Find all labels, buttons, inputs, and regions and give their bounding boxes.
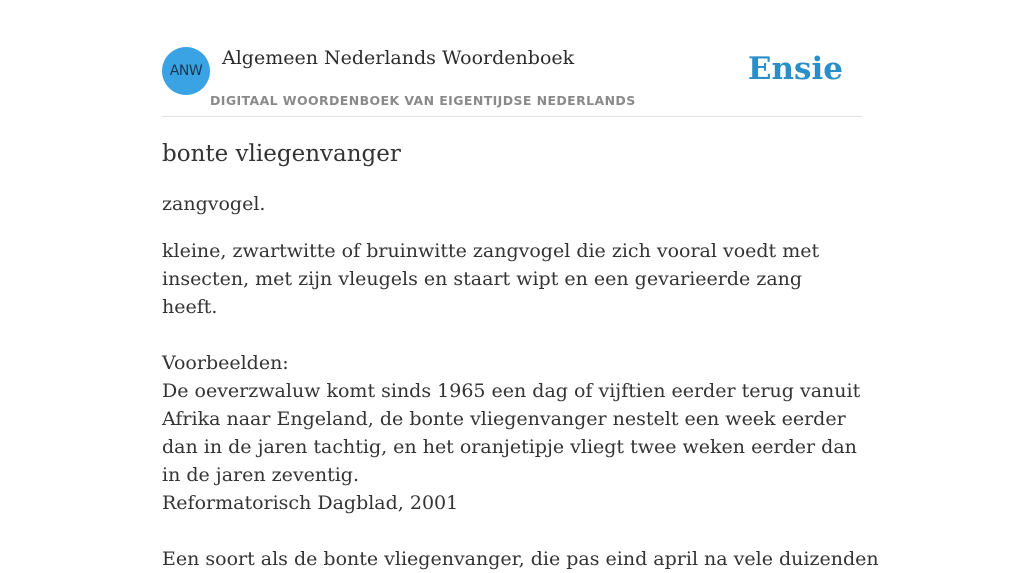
short-definition: zangvogel. bbox=[162, 193, 266, 215]
site-header bbox=[162, 0, 862, 117]
logo-text: ANW bbox=[169, 63, 203, 79]
example-text: De oeverzwaluw komt sinds 1965 een dag of vijftien eerder terug vanuit Afrika naar Engeland, de bonte vliegenvanger nestelt een week eerder dan in de jaren tachtig, en het oranjetipje vliegt twee weken eerder dan in de jaren zeventig. bbox=[162, 380, 861, 486]
examples-label: Voorbeelden: bbox=[162, 352, 289, 374]
definition-text: kleine, zwartwitte of bruinwitte zangvogel die zich vooral voedt met insecten, met zijn vleugels en staart wipt en een gevarieerde zang heeft. bbox=[162, 240, 820, 318]
example-text: Een soort als de bonte vliegenvanger, die pas eind april na vele duizenden bbox=[162, 548, 879, 570]
site-subtitle: DIGITAAL WOORDENBOEK VAN EIGENTIJDSE NEDERLANDS bbox=[210, 93, 636, 108]
anw-logo[interactable] bbox=[162, 47, 210, 95]
ensie-brand-logo[interactable]: Ensie bbox=[747, 51, 843, 87]
entry-headword: bonte vliegenvanger bbox=[162, 141, 401, 167]
entry-content bbox=[162, 138, 879, 573]
site-title[interactable]: Algemeen Nederlands Woordenboek bbox=[222, 47, 575, 69]
example-source: Reformatorisch Dagblad, 2001 bbox=[162, 492, 459, 514]
